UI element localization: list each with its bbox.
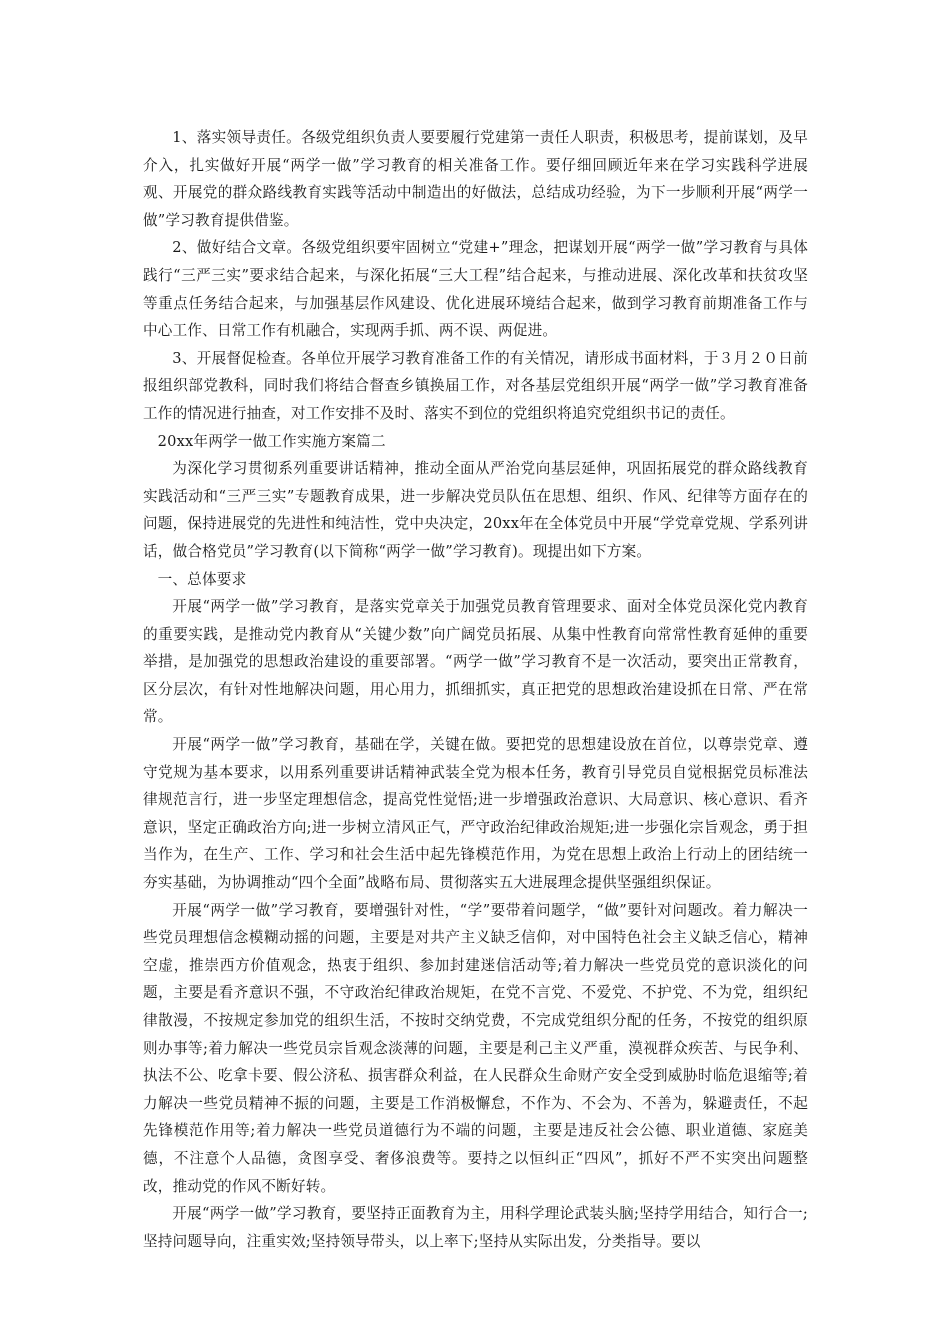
paragraph-supervision: 3、开展督促检查。各单位开展学习教育准备工作的有关情况，请形成书面材料，于３月２０日前报组织部党教科，同时我们将结合督查乡镇换届工作，对各基层党组织开展“两学一做”学习教育准备工作的情况进行抽查，对工作安排不及时、落实不到位的党组织将追究党组织书记的责任。 xyxy=(143,349,808,422)
section-title-plan-two: 20xx年两学一做工作实施方案篇二 xyxy=(157,432,386,450)
paragraph-requirements-3: 开展“两学一做”学习教育，要增强针对性，“学”要带着问题学，“做”要针对问题改。着力解决一些党员理想信念模糊动摇的问题，主要是对共产主义缺乏信仰，对中国特色社会主义缺乏信心，精神空虚，推崇西方价值观念，热衷于组织、参加封建迷信活动等;着力解决一些党员党的意识淡化的问题，主要是看齐意识不强，不守政治纪律政治规矩，在党不言党、不爱党、不护党、不为党，组织纪律散漫，不按规定参加党的组织生活，不按时交纳党费，不完成党组织分配的任务，不按党的组织原则办事等;着力解决一些党员宗旨观念淡薄的问题，主要是利己主义严重，漠视群众疾苦、与民争利、执法不公、吃拿卡要、假公济私、损害群众利益，在人民群众生命财产安全受到威胁时临危退缩等;着力解决一些党员精神不振的问题，主要是工作消极懈怠，不作为、不会为、不善为，躲避责任，不起先锋模范作用等;着力解决一些党员道德行为不端的问题，主要是违反社会公德、职业道德、家庭美德，不注意个人品德，贪图享受、奢侈浪费等。要持之以恒纠正“四风”，抓好不严不实突出问题整改，推动党的作风不断好转。 xyxy=(143,901,808,1195)
document-body xyxy=(143,124,808,1255)
paragraph-leadership-responsibility: 1、落实领导责任。各级党组织负责人要要履行党建第一责任人职责，积极思考，提前谋划，及早介入，扎实做好开展“两学一做”学习教育的相关准备工作。要仔细回顾近年来在学习实践科学进展观、开展党的群众路线教育实践等活动中制造出的好做法，总结成功经验，为下一步顺利开展“两学一做”学习教育提供借鉴。 xyxy=(143,129,808,229)
paragraph-requirements-1: 开展“两学一做”学习教育，是落实党章关于加强党员教育管理要求、面对全体党员深化党内教育的重要实践，是推动党内教育从“关键少数”向广阔党员拓展、从集中性教育向常常性教育延伸的重要举措，是加强党的思想政治建设的重要部署。“两学一做”学习教育不是一次活动，要突出正常教育，区分层次，有针对性地解决问题，用心用力，抓细抓实，真正把党的思想政治建设抓在日常、严在常常。 xyxy=(143,598,808,726)
paragraph-intro: 为深化学习贯彻系列重要讲话精神，推动全面从严治党向基层延伸，巩固拓展党的群众路线教育实践活动和“三严三实”专题教育成果，进一步解决党员队伍在思想、组织、作风、纪律等方面存在的问题，保持进展党的先进性和纯洁性，党中央决定，20xx年在全体党员中开展“学党章党规、学系列讲话，做合格党员”学习教育(以下简称“两学一做”学习教育)。现提出如下方案。 xyxy=(143,460,808,560)
paragraph-requirements-2: 开展“两学一做”学习教育，基础在学，关键在做。要把党的思想建设放在首位，以尊崇党章、遵守党规为基本要求，以用系列重要讲话精神武装全党为根本任务，教育引导党员自觉根据党员标准法律规范言行，进一步坚定理想信念，提高党性觉悟;进一步增强政治意识、大局意识、核心意识、看齐意识，坚定正确政治方向;进一步树立清风正气，严守政治纪律政治规矩;进一步强化宗旨观念，勇于担当作为，在生产、工作、学习和社会生活中起先锋模范作用，为党在思想上政治上行动上的团结统一夯实基础，为协调推动“四个全面”战略布局、贯彻落实五大进展理念提供坚强组织保证。 xyxy=(143,736,808,892)
section-heading-general-requirements: 一、总体要求 xyxy=(157,570,247,588)
paragraph-combine-work: 2、做好结合文章。各级党组织要牢固树立“党建+”理念，把谋划开展“两学一做”学习教育与具体践行“三严三实”要求结合起来，与深化拓展“三大工程”结合起来，与推动进展、深化改革和扶贫攻坚等重点任务结合起来，与加强基层作风建设、优化进展环境结合起来，做到学习教育前期准备工作与中心工作、日常工作有机融合，实现两手抓、两不误、两促进。 xyxy=(143,239,808,340)
paragraph-requirements-4: 开展“两学一做”学习教育，要坚持正面教育为主，用科学理论武装头脑;坚持学用结合，知行合一;坚持问题导向，注重实效;坚持领导带头，以上率下;坚持从实际出发，分类指导。要以 xyxy=(143,1205,808,1250)
